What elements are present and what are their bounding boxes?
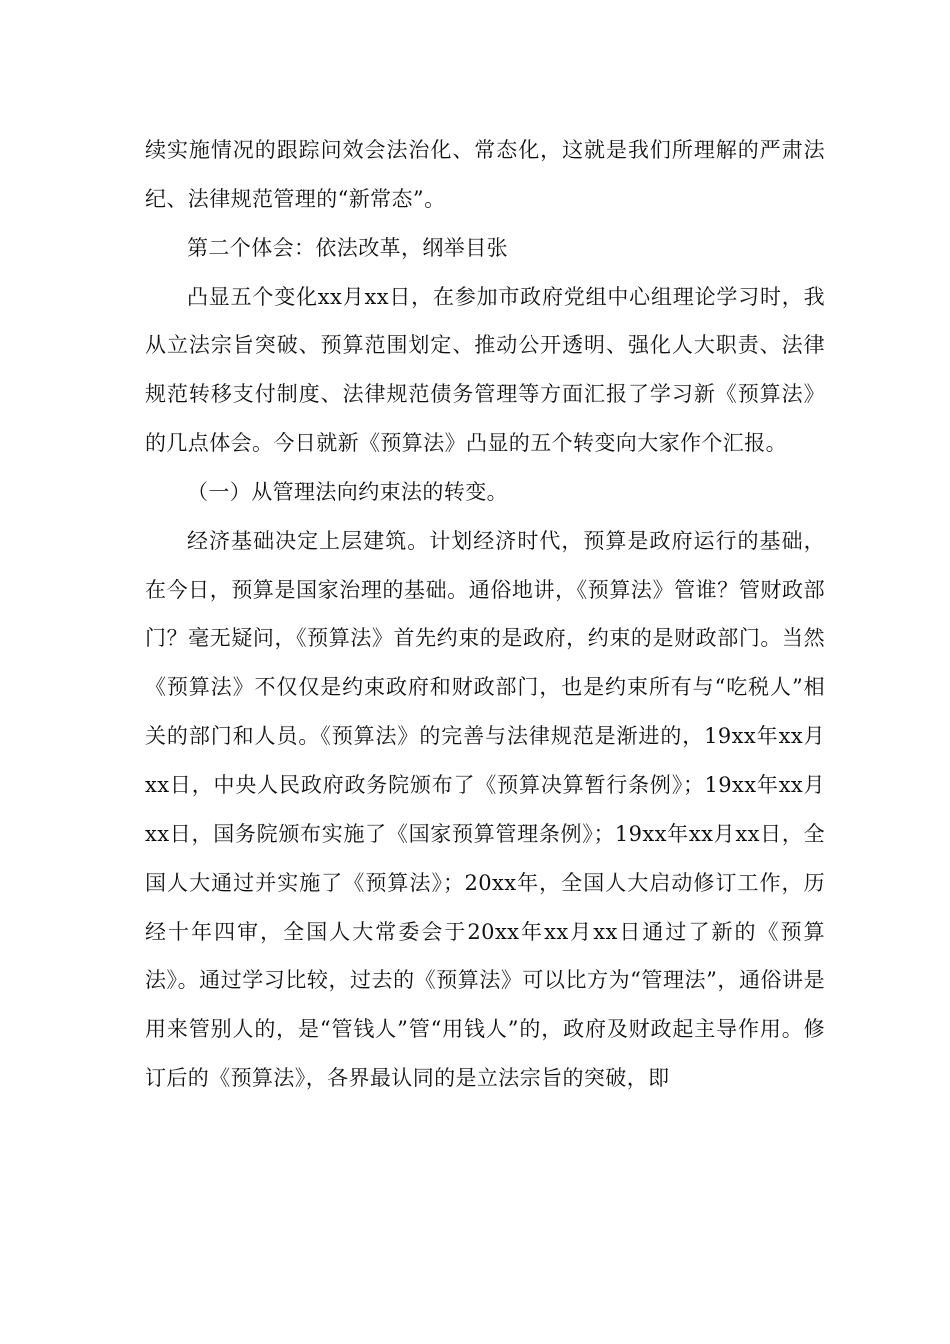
section-heading-second-insight: 第二个体会：依法改革，纲举目张 — [187, 235, 508, 260]
paragraph-continuation: 续实施情况的跟踪问效会法治化、常态化，这就是我们所理解的严肃法纪、法律规范管理的“新常态”。 — [145, 138, 825, 211]
paragraph-five-changes: 凸显五个变化xx月xx日，在参加市政府党组中心组理论学习时，我从立法宗旨突破、预算范围划定、推动公开透明、强化人大职责、法律规范转移支付制度、法律规范债务管理等方面汇报了学习新《预算法》的几点体会。今日就新《预算法》凸显的五个转变向大家作个汇报。 — [145, 284, 825, 456]
paragraph-economic-basis: 经济基础决定上层建筑。计划经济时代，预算是政府运行的基础，在今日，预算是国家治理的基础。通俗地讲，《预算法》管谁？管财政部门？毫无疑问，《预算法》首先约束的是政府，约束的是财政部门。当然《预算法》不仅仅是约束政府和财政部门，也是约束所有与“吃税人”相关的部门和人员。《预算法》的完善与法律规范是渐进的，19xx年xx月xx日，中央人民政府政务院颁布了《预算决算暂行条例》；19xx年xx月xx日，国务院颁布实施了《国家预算管理条例》；19xx年xx月xx日，全国人大通过并实施了《预算法》；20xx年，全国人大启动修订工作，历经十年四审，全国人大常委会于20xx年xx月xx日通过了新的《预算法》。通过学习比较，过去的《预算法》可以比方为“管理法”，通俗讲是用来管别人的，是“管钱人”管“用钱人”的，政府及财政起主导作用。修订后的《预算法》，各界最认同的是立法宗旨的突破，即 — [145, 528, 825, 1091]
document-body — [145, 126, 825, 1103]
subheading-management-to-constraint: （一）从管理法向约束法的转变。 — [187, 479, 508, 504]
